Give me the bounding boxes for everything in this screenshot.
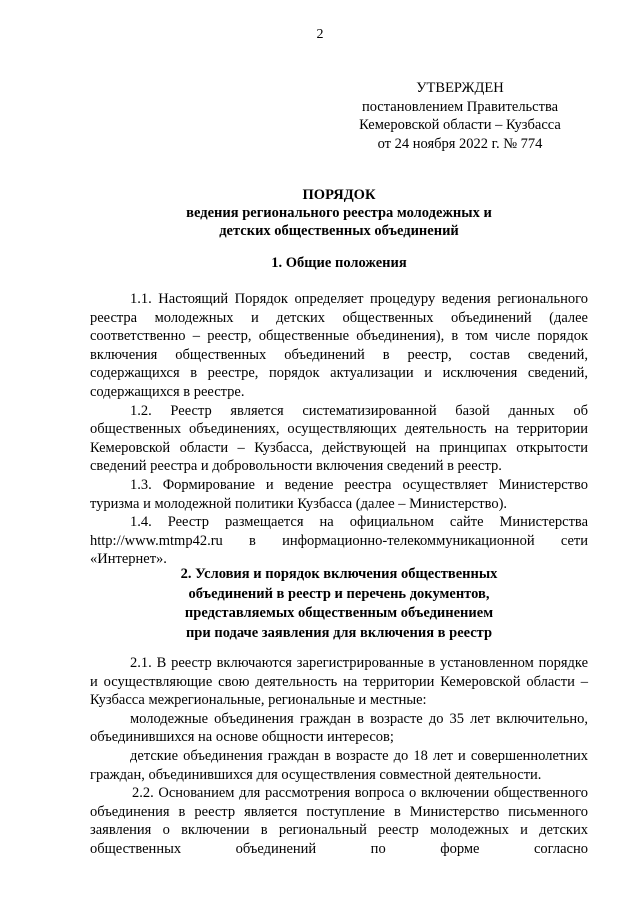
title-sub-2: детских общественных объединений: [219, 223, 459, 239]
section-1-heading: 1. Общие положения: [271, 255, 407, 271]
paragraph-1-4: 1.4. Реестр размещается на официальном сайте Министерства http://www.mtmp42.ru в информационно-телекоммуникационной сети «Интернет».: [90, 514, 588, 568]
approval-line-4: от 24 ноября 2022 г. № 774: [377, 136, 543, 153]
section-2-heading-line-4: при подаче заявления для включения в реестр: [185, 624, 493, 641]
document-title: [90, 186, 588, 240]
section-2-heading-line-2: объединений в реестр и перечень документов,: [188, 585, 490, 602]
approval-line-1: УТВЕРЖДЕН: [416, 80, 504, 96]
paragraph-2-1: 2.1. В реестр включаются зарегистрированные в установленном порядке и осуществляющие свою деятельность на территории Кемеровской области – Кузбасса межрегиональные, региональные и местные:: [90, 655, 588, 709]
section-2-heading: [90, 565, 588, 643]
section-2-heading-line-1: 2. Условия и порядок включения общественных: [180, 566, 498, 582]
paragraph-1-2: 1.2. Реестр является систематизированной базой данных об общественных объединениях, осуществляющих деятельность на территории Кемеровской области – Кузбасса, действующей на принципах открытости сведений реестра и добровольности включения сведений в реестр.: [90, 402, 588, 475]
section-2-body: [90, 654, 588, 859]
paragraph-2-1-children: детские объединения граждан в возрасте до 18 лет и совершеннолетних граждан, объединившихся для осуществления совместной деятельности.: [90, 747, 588, 783]
section-2-heading-line-3: представляемых общественным объединением: [184, 605, 494, 621]
section-1-body: [90, 290, 588, 569]
approval-line-2: постановлением Правительства: [361, 98, 559, 115]
paragraph-2-1-youth: молодежные объединения граждан в возрасте до 35 лет включительно, объединившихся на основе общности интересов;: [90, 710, 588, 746]
title-main: ПОРЯДОК: [302, 187, 376, 203]
approval-line-3: Кемеровской области – Кузбасса: [359, 117, 561, 134]
paragraph-1-1: 1.1. Настоящий Порядок определяет процедуру ведения регионального реестра молодежных и детских общественных объединений (далее соответственно – реестр, общественные объединения), в том числе порядок включения общественных объединений в реестр, состав сведений, содержащихся в реестре, порядок актуализации и исключения сведений, содержащихся в реестре.: [90, 291, 588, 400]
approval-stamp: [340, 79, 580, 154]
page-number: 2: [316, 27, 324, 42]
title-sub-1: ведения регионального реестра молодежных и: [186, 205, 492, 221]
paragraph-1-3: 1.3. Формирование и ведение реестра осуществляет Министерство туризма и молодежной политики Кузбасса (далее – Министерство).: [90, 476, 588, 512]
paragraph-2-2: 2.2. Основанием для рассмотрения вопроса о включении общественного объединения в реестр является поступление в Министерство письменного заявления о включении в региональный реестр молодежных и детских общественных объединений по форме согласно: [90, 785, 588, 857]
